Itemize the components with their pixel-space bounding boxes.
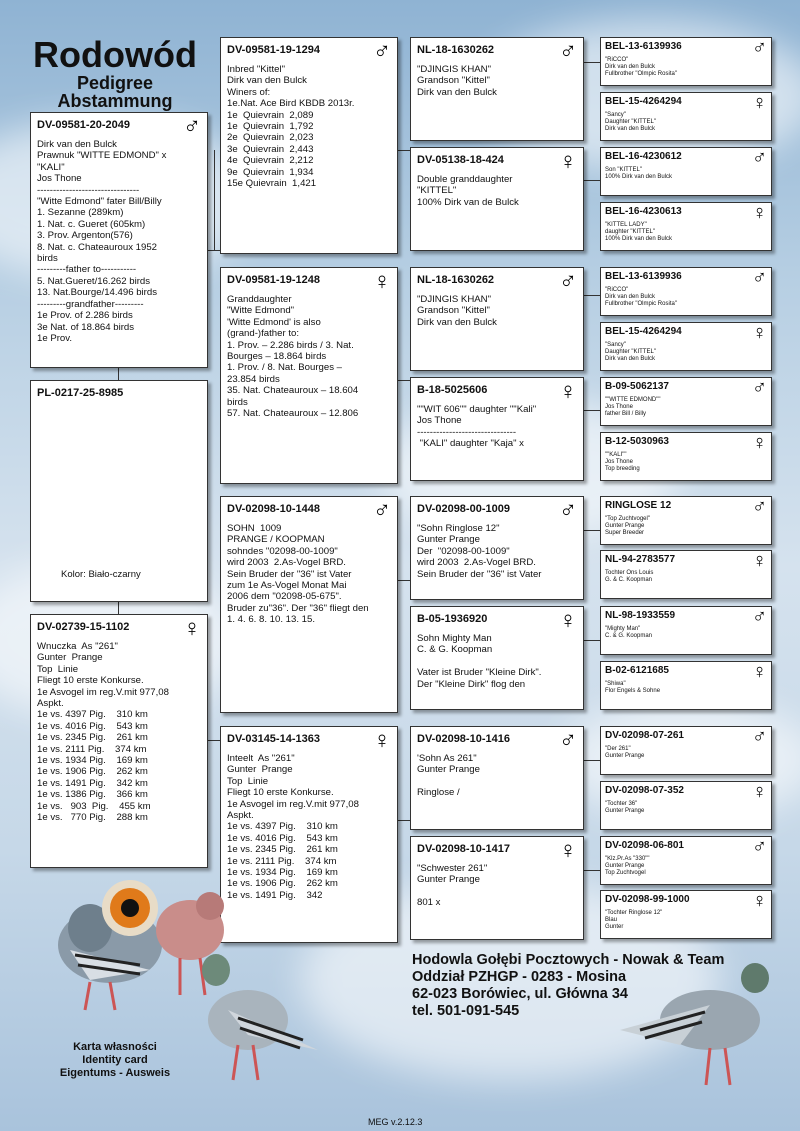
ggp-ring: B-02-6121685 [605, 665, 669, 676]
grandparent-text: ""WIT 606"" daughter ""Kali" Jos Thone ------------------------------- "KALI" daughter "Kaja" x [417, 404, 537, 450]
ggp-ring: DV-02098-99-1000 [605, 894, 690, 905]
dam-ring: DV-02739-15-1102 [37, 621, 130, 633]
dam-card [30, 614, 208, 868]
female-icon: ♀ [752, 432, 767, 454]
grandparent-ring: B-18-5025606 [417, 384, 488, 396]
parent-ring: DV-03145-14-1363 [227, 733, 320, 745]
grandparent-ring: DV-02098-00-1009 [417, 503, 510, 515]
ggp-ring: DV-02098-06-801 [605, 840, 684, 851]
identity-card-polish: Karta własności [73, 1041, 157, 1053]
ggp-ring: BEL-15-4264294 [605, 326, 682, 337]
male-icon: ♂ [373, 38, 391, 65]
great-grandparent-card [600, 606, 772, 655]
ggp-text: "Top Zuchtvogel" Gunter Prange Super Breeder [605, 516, 650, 536]
great-grandparent-card [600, 661, 772, 710]
ggp-text: Tochter Ons Louis G. & C. Koopman [605, 570, 654, 583]
female-icon: ♀ [373, 268, 391, 295]
ggp-ring: BEL-16-4230613 [605, 206, 682, 217]
ggp-text: Son "KITTEL" 100% Dirk van den Bulck [605, 167, 673, 180]
breeder-address: 62-023 Borówiec, ul. Główna 34 [412, 986, 628, 1002]
parent-text: Inbred "Kittel" Dirk van den Bulck Winers of: 1e.Nat. Ace Bird KBDB 2013r. 1e Quievrain 2,089 1e Quievrain 1,792 2e Quievrain 2,023 3e Quievrain 2,443 4e Quievrain 2,212 9e Quievrain 1,934 15e Quievrain 1,421 [227, 64, 355, 190]
grandparent-ring: DV-05138-18-424 [417, 154, 504, 166]
grandparent-card [410, 726, 584, 830]
female-icon: ♀ [752, 890, 767, 912]
ggp-text: "Tochter Ringlose 12" Blau Gunter [605, 910, 663, 930]
identity-card-german: Eigentums - Ausweis [59, 1067, 171, 1079]
parent-text: Inteelt As "261" Gunter Prange Top Linie Fliegt 10 erste Konkurse. 1e Asvogel im reg.V.mit 977,08 Aspkt. 1e vs. 4397 Pig. 310 km 1e vs. 4016 Pig. 543 km 1e vs. 2345 Pig. 261 km 1e vs. 2111 Pig. 374 km 1e vs. 1934 Pig. 169 km 1e vs. 1906 Pig. 262 km 1e vs. 1491 Pig. 342 [227, 753, 359, 901]
grandparent-text: Double granddaughter "KITTEL" 100% Dirk van de Bulck [417, 174, 519, 208]
female-icon: ♀ [752, 661, 767, 683]
parent-text: SOHN 1009 PRANGE / KOOPMAN sohndes "02098-00-1009" wird 2003 2.As-Vogel BRD. Sein Bruder der "36" ist Vater zum 1e As-Vogel Monat Mai 2006 dem "02098-05-675". Bruder zu"36". Der "36" fliegt den 1. 4. 6. 8. 10. 13. 15. [227, 523, 369, 626]
parent-card [220, 726, 398, 943]
grandparent-card [410, 377, 584, 481]
ggp-ring: BEL-13-6139936 [605, 41, 682, 52]
grandparent-card [410, 606, 584, 710]
grandparent-text: Sohn Mighty Man C. & G. Koopman Vater ist Bruder "Kleine Dirk". Der "Kleine Dirk" flog den [417, 633, 542, 690]
female-icon: ♀ [752, 202, 767, 224]
ggp-ring: B-12-5030963 [605, 436, 669, 447]
ggp-text: "Tochter 36" Gunter Prange [605, 801, 645, 814]
male-icon: ♂ [183, 113, 201, 140]
ggp-ring: BEL-16-4230612 [605, 151, 682, 162]
male-icon: ♂ [559, 38, 577, 65]
pedigree-title [20, 36, 210, 110]
ggp-text: "Sancy" Daughter "KITTEL" Dirk van den Bulck [605, 112, 656, 132]
parent-ring: DV-09581-19-1248 [227, 274, 320, 286]
grandparent-ring: NL-18-1630262 [417, 274, 495, 286]
great-grandparent-card [600, 377, 772, 426]
female-icon: ♀ [559, 148, 577, 175]
male-icon: ♂ [373, 497, 391, 524]
male-icon: ♂ [752, 147, 767, 169]
parent-card [220, 496, 398, 713]
male-icon: ♂ [752, 726, 767, 748]
great-grandparent-card [600, 781, 772, 830]
parent-card [220, 267, 398, 484]
title-main: Rodowód [33, 34, 197, 75]
great-grandparent-card [600, 726, 772, 775]
male-icon: ♂ [752, 496, 767, 518]
dam-text: Wnuczka As "261" Gunter Prange Top Linie Fliegt 10 erste Konkurse. 1e Asvogel im reg.V.mit 977,08 Aspkt. 1e vs. 4397 Pig. 310 km 1e vs. 4016 Pig. 543 km 1e vs. 2345 Pig. 261 km 1e vs. 2111 Pig. 374 km 1e vs. 1934 Pig. 169 km 1e vs. 1906 Pig. 262 km 1e vs. 1491 Pig. 342 km 1e vs. 1386 Pig. 366 km 1e vs. 903 Pig. 455 km 1e vs. 770 Pig. 288 km [37, 641, 169, 824]
grandparent-ring: B-05-1936920 [417, 613, 488, 625]
photo-card [30, 380, 208, 602]
great-grandparent-card [600, 432, 772, 481]
grandparent-card [410, 496, 584, 600]
ggp-ring: DV-02098-07-261 [605, 730, 684, 741]
male-icon: ♂ [752, 377, 767, 399]
great-grandparent-card [600, 890, 772, 939]
grandparent-text: "DJINGIS KHAN" Grandson "Kittel" Dirk van den Bulck [417, 64, 497, 98]
ggp-text: "RiCCO" Dirk van den Bulck Fullbrother "Olmpic Rosita" [605, 287, 677, 307]
subject-text: Dirk van den Bulck Prawnuk "WITTE EDMOND" x "KALI" Jos Thone -------------------------------- "Witte Edmond" fater Bill/Billy 1. Sezanne (289km) 1. Nat. c. Gueret (605km) 3. Prov. Argenton(576) 8. Nat. c. Chateauroux 1952 birds ---------father to----------- 5. Nat.Gueret/16.262 birds 13. Nat.Bourge/14.496 birds ---------grandfather--------- 1e Prov. of 2.286 birds 3e Nat. of 18.864 birds 1e Prov. [37, 139, 167, 344]
photo-ring: PL-0217-25-8985 [37, 387, 124, 399]
ggp-text: "Mighty Man" C. & G. Koopman [605, 626, 653, 639]
grandparent-ring: DV-02098-10-1417 [417, 843, 510, 855]
female-icon: ♀ [559, 607, 577, 634]
title-pedigree: Pedigree [76, 73, 154, 93]
grandparent-text: "Sohn Ringlose 12" Gunter Prange Der "02098-00-1009" wird 2003 2.As-Vogel BRD. Sein Bruder der "36" ist Vater [417, 523, 542, 580]
ggp-ring: BEL-13-6139936 [605, 271, 682, 282]
female-icon: ♀ [559, 837, 577, 864]
male-icon: ♂ [559, 727, 577, 754]
female-icon: ♀ [752, 550, 767, 572]
grandparent-card [410, 147, 584, 251]
male-icon: ♂ [752, 836, 767, 858]
color-label: Kolor: Biało-czarny [61, 569, 141, 580]
ggp-text: "KITTEL LADY" daughter "KITTEL" 100% Dirk van den Bulck [605, 222, 673, 242]
grandparent-ring: NL-18-1630262 [417, 44, 495, 56]
ggp-ring: DV-02098-07-352 [605, 785, 684, 796]
parent-ring: DV-09581-19-1294 [227, 44, 320, 56]
breeder-branch: Oddział PZHGP - 0283 - Mosina [412, 969, 627, 985]
great-grandparent-card [600, 322, 772, 371]
parent-text: Granddaughter "Witte Edmond" 'Witte Edmond' is also (grand-)father to: 1. Prov. – 2.286 birds / 3. Nat. Bourges – 18.864 birds 1. Prov. / 8. Nat. Bourges – 23.854 birds 35. Nat. Chateauroux – 18.604 birds 57. Nat. Chateauroux – 12.806 [227, 294, 359, 420]
great-grandparent-card [600, 267, 772, 316]
grandparent-text: "DJINGIS KHAN" Grandson "Kittel" Dirk van den Bulck [417, 294, 497, 328]
ggp-text: ""KALI"" Jos Thone Top breeding [605, 452, 640, 472]
grandparent-text: 'Sohn As 261" Gunter Prange Ringlose / [417, 753, 480, 799]
breeder-phone: tel. 501-091-545 [412, 1003, 520, 1019]
great-grandparent-card [600, 147, 772, 196]
grandparent-card [410, 836, 584, 940]
female-icon: ♀ [752, 781, 767, 803]
ggp-ring: NL-94-2783577 [605, 554, 676, 565]
male-icon: ♂ [752, 267, 767, 289]
subject-ring: DV-09581-20-2049 [37, 119, 130, 131]
great-grandparent-card [600, 202, 772, 251]
identity-card-english: Identity card [82, 1054, 148, 1066]
ggp-ring: BEL-15-4264294 [605, 96, 682, 107]
great-grandparent-card [600, 496, 772, 545]
breeder-info [412, 952, 724, 1020]
subject-card [30, 112, 208, 368]
female-icon: ♀ [373, 727, 391, 754]
male-icon: ♂ [752, 37, 767, 59]
ggp-text: "Shiwa" Flor Engels & Sohne [605, 681, 661, 694]
female-icon: ♀ [752, 322, 767, 344]
grandparent-ring: DV-02098-10-1416 [417, 733, 510, 745]
great-grandparent-card [600, 836, 772, 885]
ggp-text: "Sancy" Daughter "KITTEL" Dirk van den Bulck [605, 342, 656, 362]
female-icon: ♀ [559, 378, 577, 405]
version-label: MEG v.2.12.3 [368, 1117, 423, 1127]
female-icon: ♀ [752, 92, 767, 114]
great-grandparent-card [600, 37, 772, 86]
great-grandparent-card [600, 550, 772, 599]
great-grandparent-card [600, 92, 772, 141]
parent-card [220, 37, 398, 254]
ggp-text: "RiCCO" Dirk van den Bulck Fullbrother "Olmpic Rosita" [605, 57, 677, 77]
breeder-name: Hodowla Gołębi Pocztowych - Nowak & Team [412, 952, 725, 968]
grandparent-card [410, 267, 584, 371]
male-icon: ♂ [559, 497, 577, 524]
ggp-text: ""WITTE EDMOND"" Jos Thone father Bill / Billy [605, 397, 661, 417]
ggp-ring: RINGLOSE 12 [605, 500, 672, 511]
grandparent-text: "Schwester 261" Gunter Prange 801 x [417, 863, 488, 909]
female-icon: ♀ [183, 615, 201, 642]
ggp-ring: NL-98-1933559 [605, 610, 676, 621]
male-icon: ♂ [752, 606, 767, 628]
identity-card-caption [20, 1041, 210, 1080]
grandparent-card [410, 37, 584, 141]
ggp-text: "Klz.Pr.As "330"" Gunter Prange Top Zuchtvogel [605, 856, 650, 876]
ggp-ring: B-09-5062137 [605, 381, 669, 392]
male-icon: ♂ [559, 268, 577, 295]
parent-ring: DV-02098-10-1448 [227, 503, 320, 515]
ggp-text: "Der 261" Gunter Prange [605, 746, 645, 759]
title-abstammung: Abstammung [57, 91, 173, 111]
